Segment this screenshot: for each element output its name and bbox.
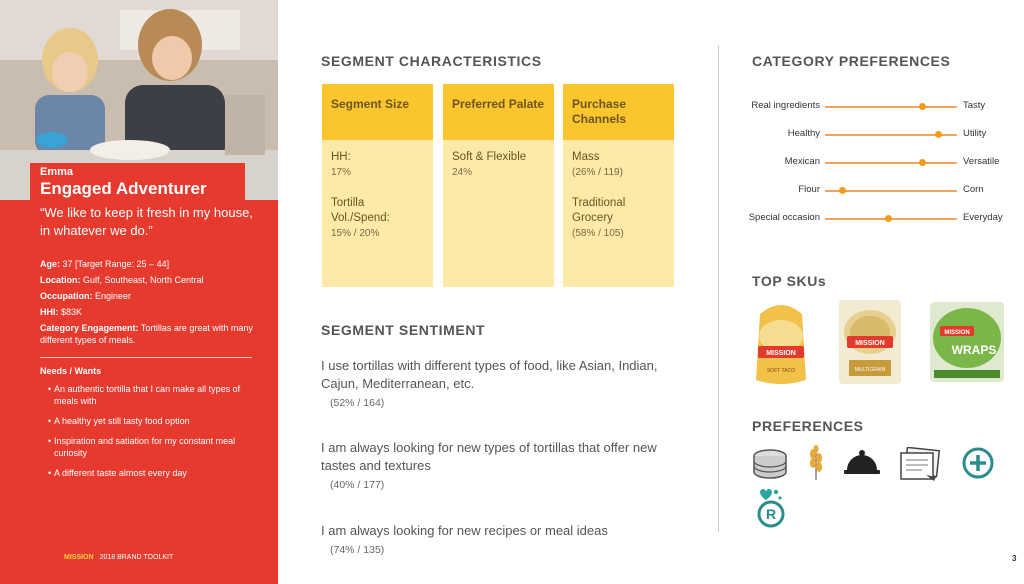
segment-card-size xyxy=(322,84,433,287)
fact-hhi: HHI: $83K xyxy=(40,307,83,317)
pref-slider-dot xyxy=(919,159,926,166)
footer-brand xyxy=(64,554,173,561)
segment-card-channels xyxy=(563,84,674,287)
category-preferences-title: CATEGORY PREFERENCES xyxy=(752,53,951,69)
top-skus-title: TOP SKUs xyxy=(752,273,827,289)
list-item: • A healthy yet still tasty food option xyxy=(48,415,253,427)
heart-registered-icon xyxy=(752,486,788,535)
sku-multigrain xyxy=(835,296,905,388)
sentiment-item-2: I am always looking for new types of tortillas that offer new tastes and textures (40% / 177) xyxy=(321,440,657,491)
list-item: • Inspiration and satiation for my constant meal curiosity xyxy=(48,435,253,459)
pref-row: Flour Corn xyxy=(798,184,984,195)
persona-name: Emma xyxy=(40,166,74,178)
card-head: Preferred Palate xyxy=(443,84,554,140)
column-divider xyxy=(718,45,719,532)
svg-text:MISSION: MISSION xyxy=(855,340,885,347)
pref-slider-track xyxy=(825,106,957,108)
page-number: 3 xyxy=(1012,554,1017,563)
svg-text:WRAPS: WRAPS xyxy=(951,343,997,357)
preferences-title: PREFERENCES xyxy=(752,418,864,434)
list-item: • A different taste almost every day xyxy=(48,467,253,479)
pref-slider-track xyxy=(825,162,957,164)
pref-row: Special occasion Everyday xyxy=(748,212,1003,223)
list-item: • An authentic tortilla that I can make all types of meals with xyxy=(48,383,253,407)
needs-title: Needs / Wants xyxy=(40,366,102,376)
svg-text:MISSION: MISSION xyxy=(944,330,970,336)
segment-card-palate xyxy=(443,84,554,287)
plus-circle-icon xyxy=(961,446,995,485)
persona-name-box xyxy=(30,163,245,203)
persona-facts xyxy=(40,258,255,350)
footer-label: 2018 BRAND TOOLKIT xyxy=(99,554,174,561)
segment-sentiment-title: SEGMENT SENTIMENT xyxy=(321,322,486,338)
tortilla-stack-icon xyxy=(752,446,788,485)
persona-panel xyxy=(0,0,278,584)
sentiment-item-3: I am always looking for new recipes or meal ideas (74% / 135) xyxy=(321,523,608,556)
persona-quote: “We like to keep it fresh in my house, in whatever we do.” xyxy=(40,205,253,238)
pref-slider-dot xyxy=(885,215,892,222)
pref-row: Real ingredients Tasty xyxy=(751,100,986,111)
svg-text:MULTIGRAIN: MULTIGRAIN xyxy=(854,367,886,373)
svg-text:R: R xyxy=(765,506,777,522)
card-body: HH: 17% Tortilla Vol./Spend: 15% / 20% xyxy=(331,151,390,239)
pref-slider-dot xyxy=(919,103,926,110)
recipe-card-icon xyxy=(898,447,942,490)
fact-location: Location: Gulf, Southeast, North Central xyxy=(40,275,204,285)
persona-divider xyxy=(40,357,252,358)
pref-row: Healthy Utility xyxy=(787,128,987,139)
sku-wraps xyxy=(928,296,1006,388)
footer-brand-name: MISSION xyxy=(64,554,94,561)
svg-text:MISSION: MISSION xyxy=(766,350,796,357)
fact-category-engagement: Category Engagement: Tortillas are great with many different types of meals. xyxy=(40,323,253,345)
pref-slider-dot xyxy=(935,131,942,138)
svg-text:SOFT TACO: SOFT TACO xyxy=(766,368,796,374)
fact-occupation: Occupation: Engineer xyxy=(40,291,132,301)
wheat-icon xyxy=(806,444,826,487)
card-body: Mass (26% / 119) Traditional Grocery (58% / 105) xyxy=(572,151,626,239)
segment-characteristics-title: SEGMENT CHARACTERISTICS xyxy=(321,53,542,69)
persona-type: Engaged Adventurer xyxy=(40,179,207,198)
needs-list xyxy=(48,383,253,487)
card-head: Segment Size xyxy=(322,84,433,140)
pref-slider-dot xyxy=(839,187,846,194)
sku-soft-taco xyxy=(750,296,812,388)
card-body: Soft & Flexible 24% xyxy=(452,151,527,178)
food-cloche-icon xyxy=(843,448,881,481)
card-head: Purchase Channels xyxy=(563,84,674,140)
sentiment-item-1: I use tortillas with different types of food, like Asian, Indian, Cajun, Mediterranean, etc. (52% / 164) xyxy=(321,358,658,409)
fact-age: Age: 37 [Target Range: 25 – 44] xyxy=(40,259,170,269)
pref-row: Mexican Versatile xyxy=(784,156,1000,167)
